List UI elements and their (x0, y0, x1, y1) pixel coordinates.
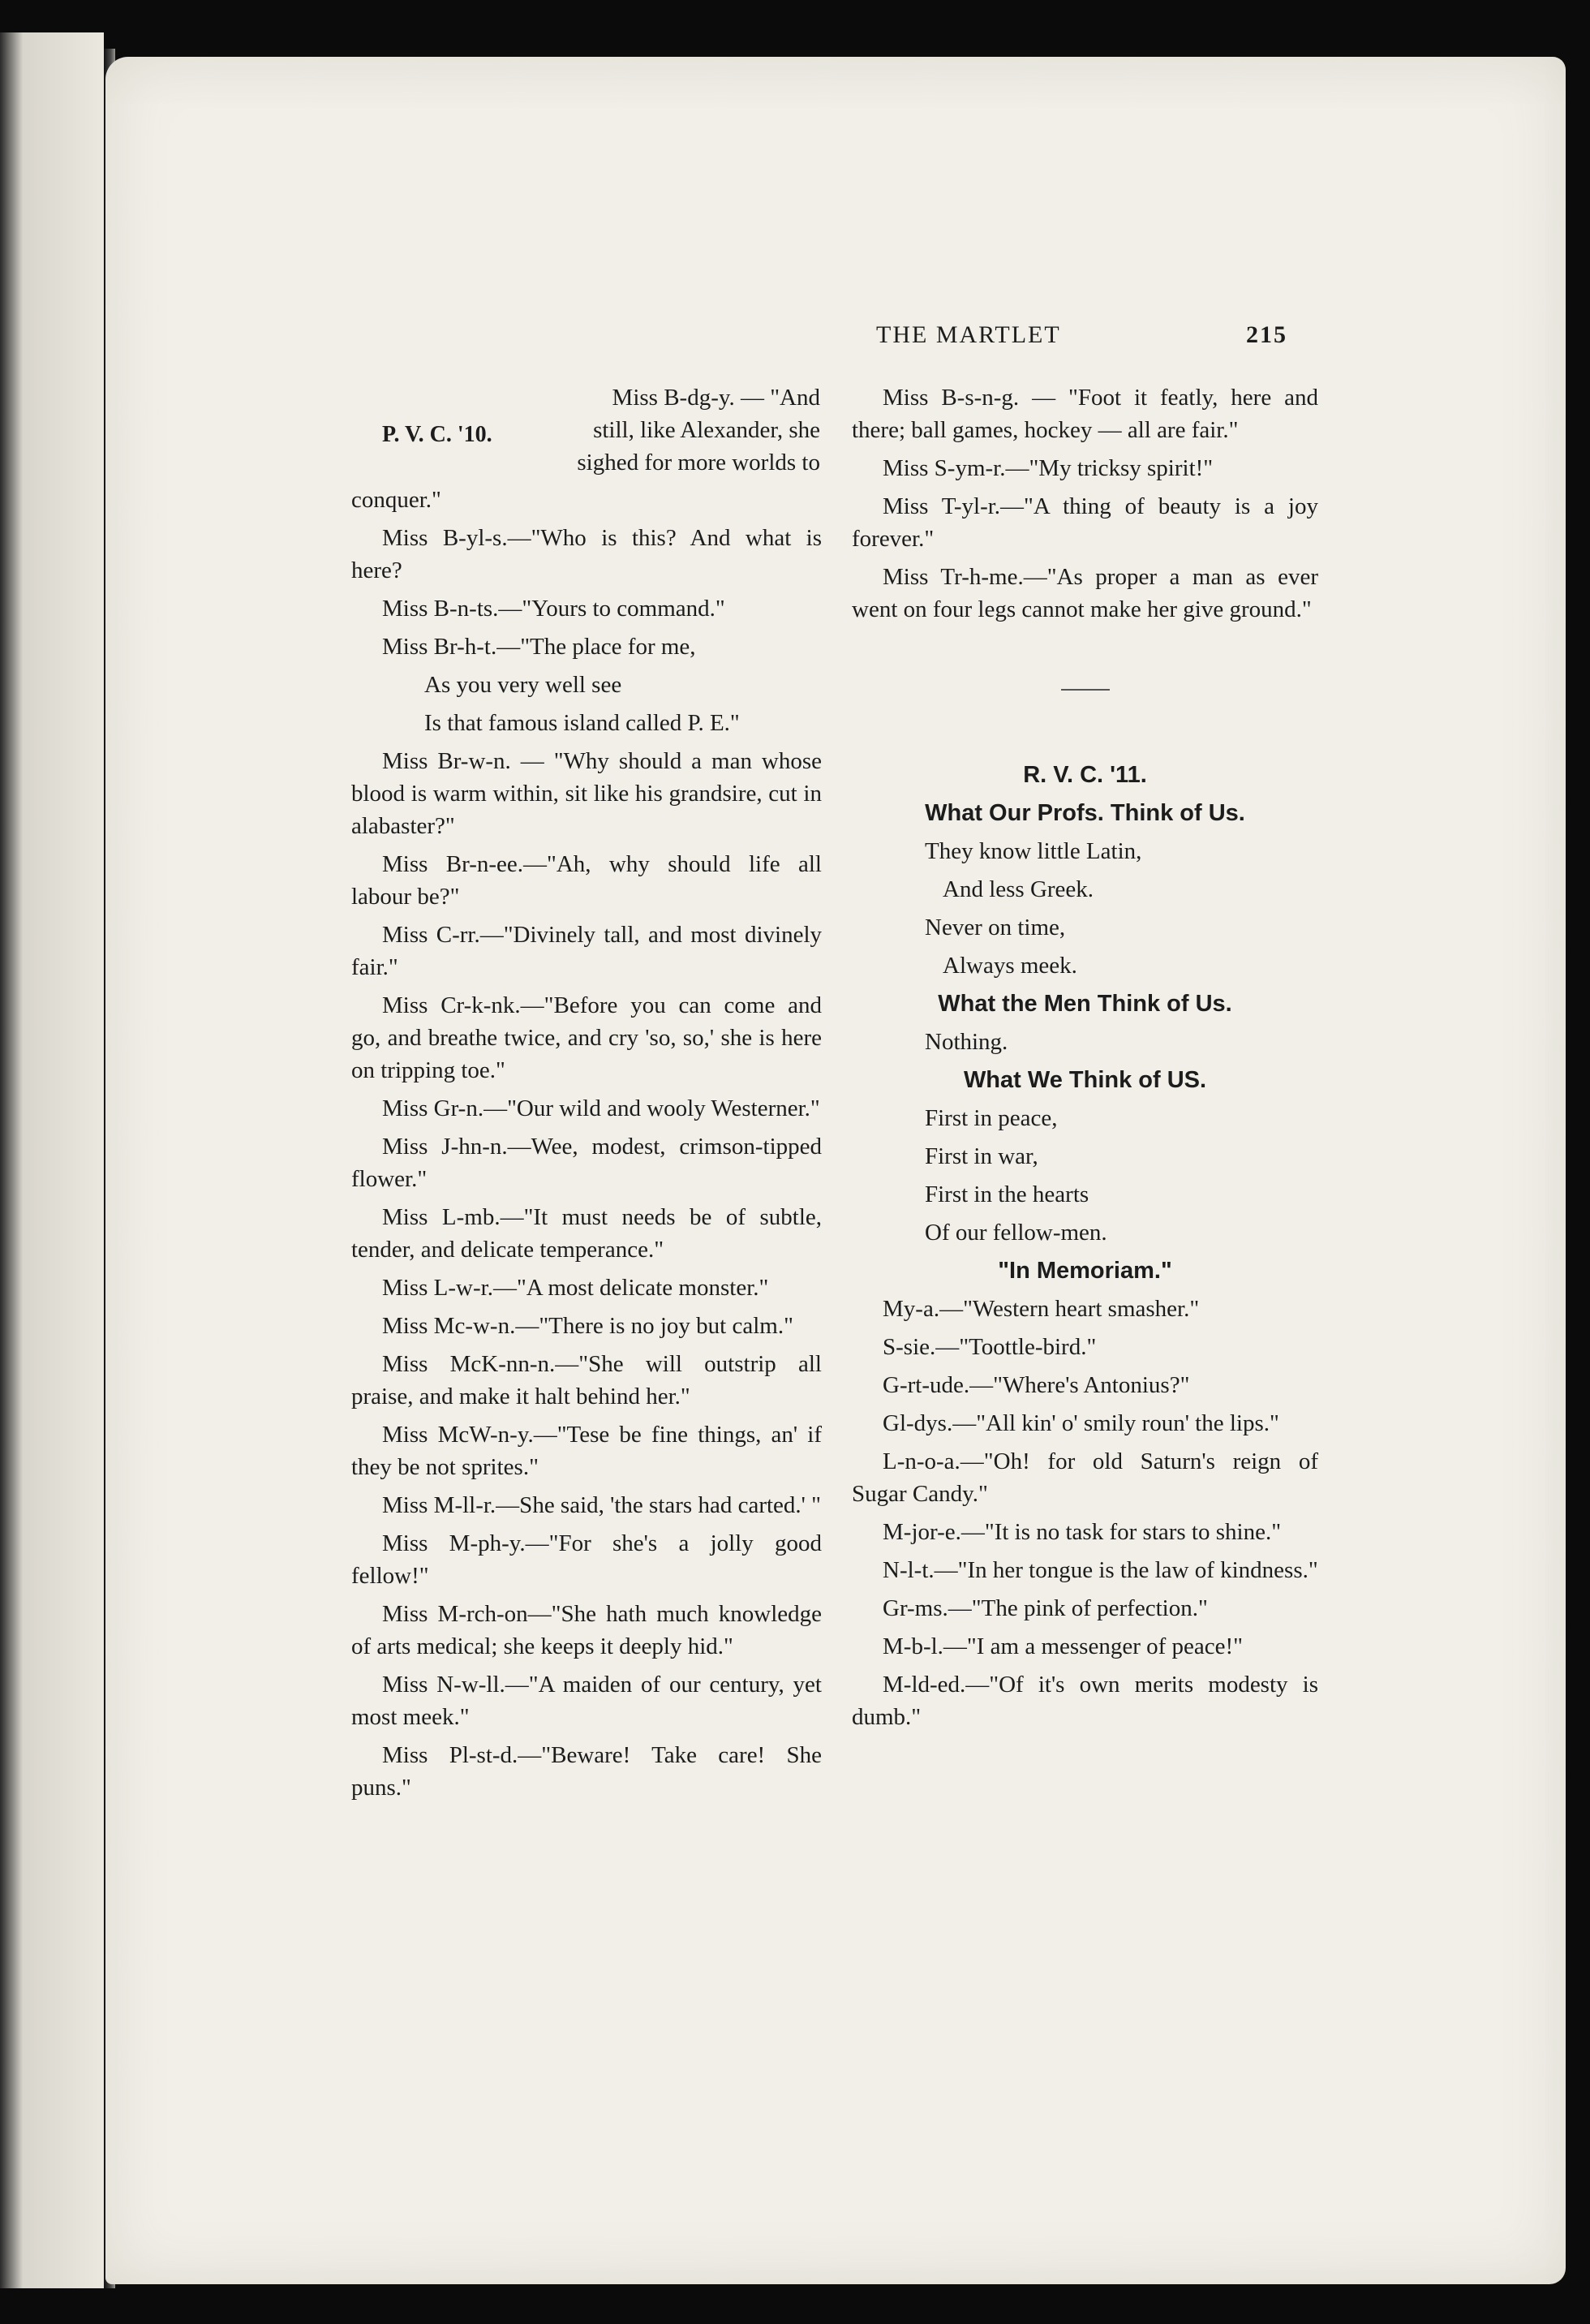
memoriam-entry: M-jor-e.—"It is no task for stars to shine." (883, 1519, 1282, 1545)
subheading: What Our Profs. Think of Us. (925, 800, 1245, 826)
entry: Miss McK-nn-n.—"She will outstrip all praise, and make it halt behind her." (351, 1351, 822, 1409)
class-side-label: P. V. C. '10. (382, 422, 492, 447)
memoriam-entry: Gr-ms.—"The pink of perfection." (883, 1595, 1208, 1621)
entry: Miss M-rch-on—"She hath much knowledge of arts medical; she keeps it deeply hid." (351, 1601, 822, 1659)
section-divider (1061, 689, 1110, 691)
verse-line: And less Greek. (943, 876, 1094, 902)
entry: Miss Br-n-ee.—"Ah, why should life all labour be?" (351, 851, 822, 910)
page-number: 215 (1246, 321, 1287, 348)
page-sheet (105, 57, 1566, 2284)
verse-line: Never on time, (925, 915, 1066, 940)
entry: Miss T-yl-r.—"A thing of beauty is a joy forever." (852, 493, 1318, 552)
entry: Miss Tr-h-me.—"As proper a man as ever went on four legs cannot make her give ground." (852, 564, 1318, 622)
entry: Miss Mc-w-n.—"There is no joy but calm." (382, 1313, 793, 1339)
verse-line: They know little Latin, (925, 838, 1142, 864)
previous-page-edge (0, 32, 104, 2288)
entry: Miss Br-w-n. — "Why should a man whose blood is warm within, sit like his grandsire, cut in alabaster?" (351, 748, 822, 839)
subheading: What We Think of US. (963, 1067, 1207, 1093)
memoriam-entry: My-a.—"Western heart smasher." (883, 1296, 1200, 1322)
entry-line: still, like Alexander, she (593, 417, 820, 443)
entry-line: Miss B-dg-y. — "And (612, 385, 820, 411)
opening-entry (351, 381, 822, 479)
subheading: What the Men Think of Us. (938, 991, 1232, 1017)
verse-line: First in peace, (925, 1105, 1058, 1131)
verse-line: First in war, (925, 1143, 1038, 1169)
left-column (351, 381, 822, 1810)
right-column (852, 381, 1318, 1739)
entry-continuation: conquer." (351, 487, 441, 513)
entry: Miss Cr-k-nk.—"Before you can come and go, and breathe twice, and cry 'so, so,' she is here on tripping toe." (351, 992, 822, 1083)
memoriam-entry: L-n-o-a.—"Oh! for old Saturn's reign of Sugar Candy." (852, 1448, 1318, 1507)
memoriam-entry: M-ld-ed.—"Of it's own merits modesty is dumb." (852, 1672, 1318, 1730)
entry-line: sighed for more worlds to (577, 450, 820, 476)
entry: Miss B-n-ts.—"Yours to command." (382, 596, 725, 622)
verse-line: Of our fellow-men. (925, 1220, 1107, 1246)
section-title: R. V. C. '11. (1023, 762, 1147, 788)
entry: Miss M-ph-y.—"For she's a jolly good fellow!" (351, 1530, 822, 1589)
entry: Miss L-w-r.—"A most delicate monster." (382, 1275, 769, 1301)
entry: Miss M-ll-r.—She said, 'the stars had carted.' " (382, 1492, 821, 1518)
entry: Miss S-ym-r.—"My tricksy spirit!" (883, 455, 1214, 481)
entry: Miss B-s-n-g. — "Foot it featly, here and there; ball games, hockey — all are fair." (852, 385, 1318, 443)
entry: Miss N-w-ll.—"A maiden of our century, yet most meek." (351, 1672, 822, 1730)
memoriam-entry: M-b-l.—"I am a messenger of peace!" (883, 1633, 1243, 1659)
entry: Miss Pl-st-d.—"Beware! Take care! She puns." (351, 1742, 822, 1801)
journal-title: THE MARTLET (876, 321, 1061, 348)
entry: Miss C-rr.—"Divinely tall, and most divinely fair." (351, 922, 822, 980)
verse-line: Always meek. (943, 953, 1077, 979)
entry: Miss Br-h-t.—"The place for me, (382, 634, 696, 660)
subheading: "In Memoriam." (998, 1258, 1172, 1284)
entry: Miss B-yl-s.—"Who is this? And what is here? (351, 525, 822, 583)
verse-line: Is that famous island called P. E." (424, 710, 740, 736)
memoriam-entry: N-l-t.—"In her tongue is the law of kindness." (883, 1557, 1318, 1583)
entry: Miss L-mb.—"It must needs be of subtle, tender, and delicate temperance." (351, 1204, 822, 1263)
memoriam-entry: Gl-dys.—"All kin' o' smily roun' the lips." (883, 1410, 1279, 1436)
running-header (827, 321, 1590, 354)
memoriam-entry: S-sie.—"Toottle-bird." (883, 1334, 1097, 1360)
entry: Miss J-hn-n.—Wee, modest, crimson-tipped flower." (351, 1134, 822, 1192)
entry: Miss McW-n-y.—"Tese be fine things, an' if they be not sprites." (351, 1422, 822, 1480)
memoriam-entry: G-rt-ude.—"Where's Antonius?" (883, 1372, 1190, 1398)
verse-line: As you very well see (424, 672, 622, 698)
entry: Miss Gr-n.—"Our wild and wooly Westerner." (382, 1095, 820, 1121)
verse-line: Nothing. (925, 1029, 1008, 1055)
verse-line: First in the hearts (925, 1181, 1089, 1207)
